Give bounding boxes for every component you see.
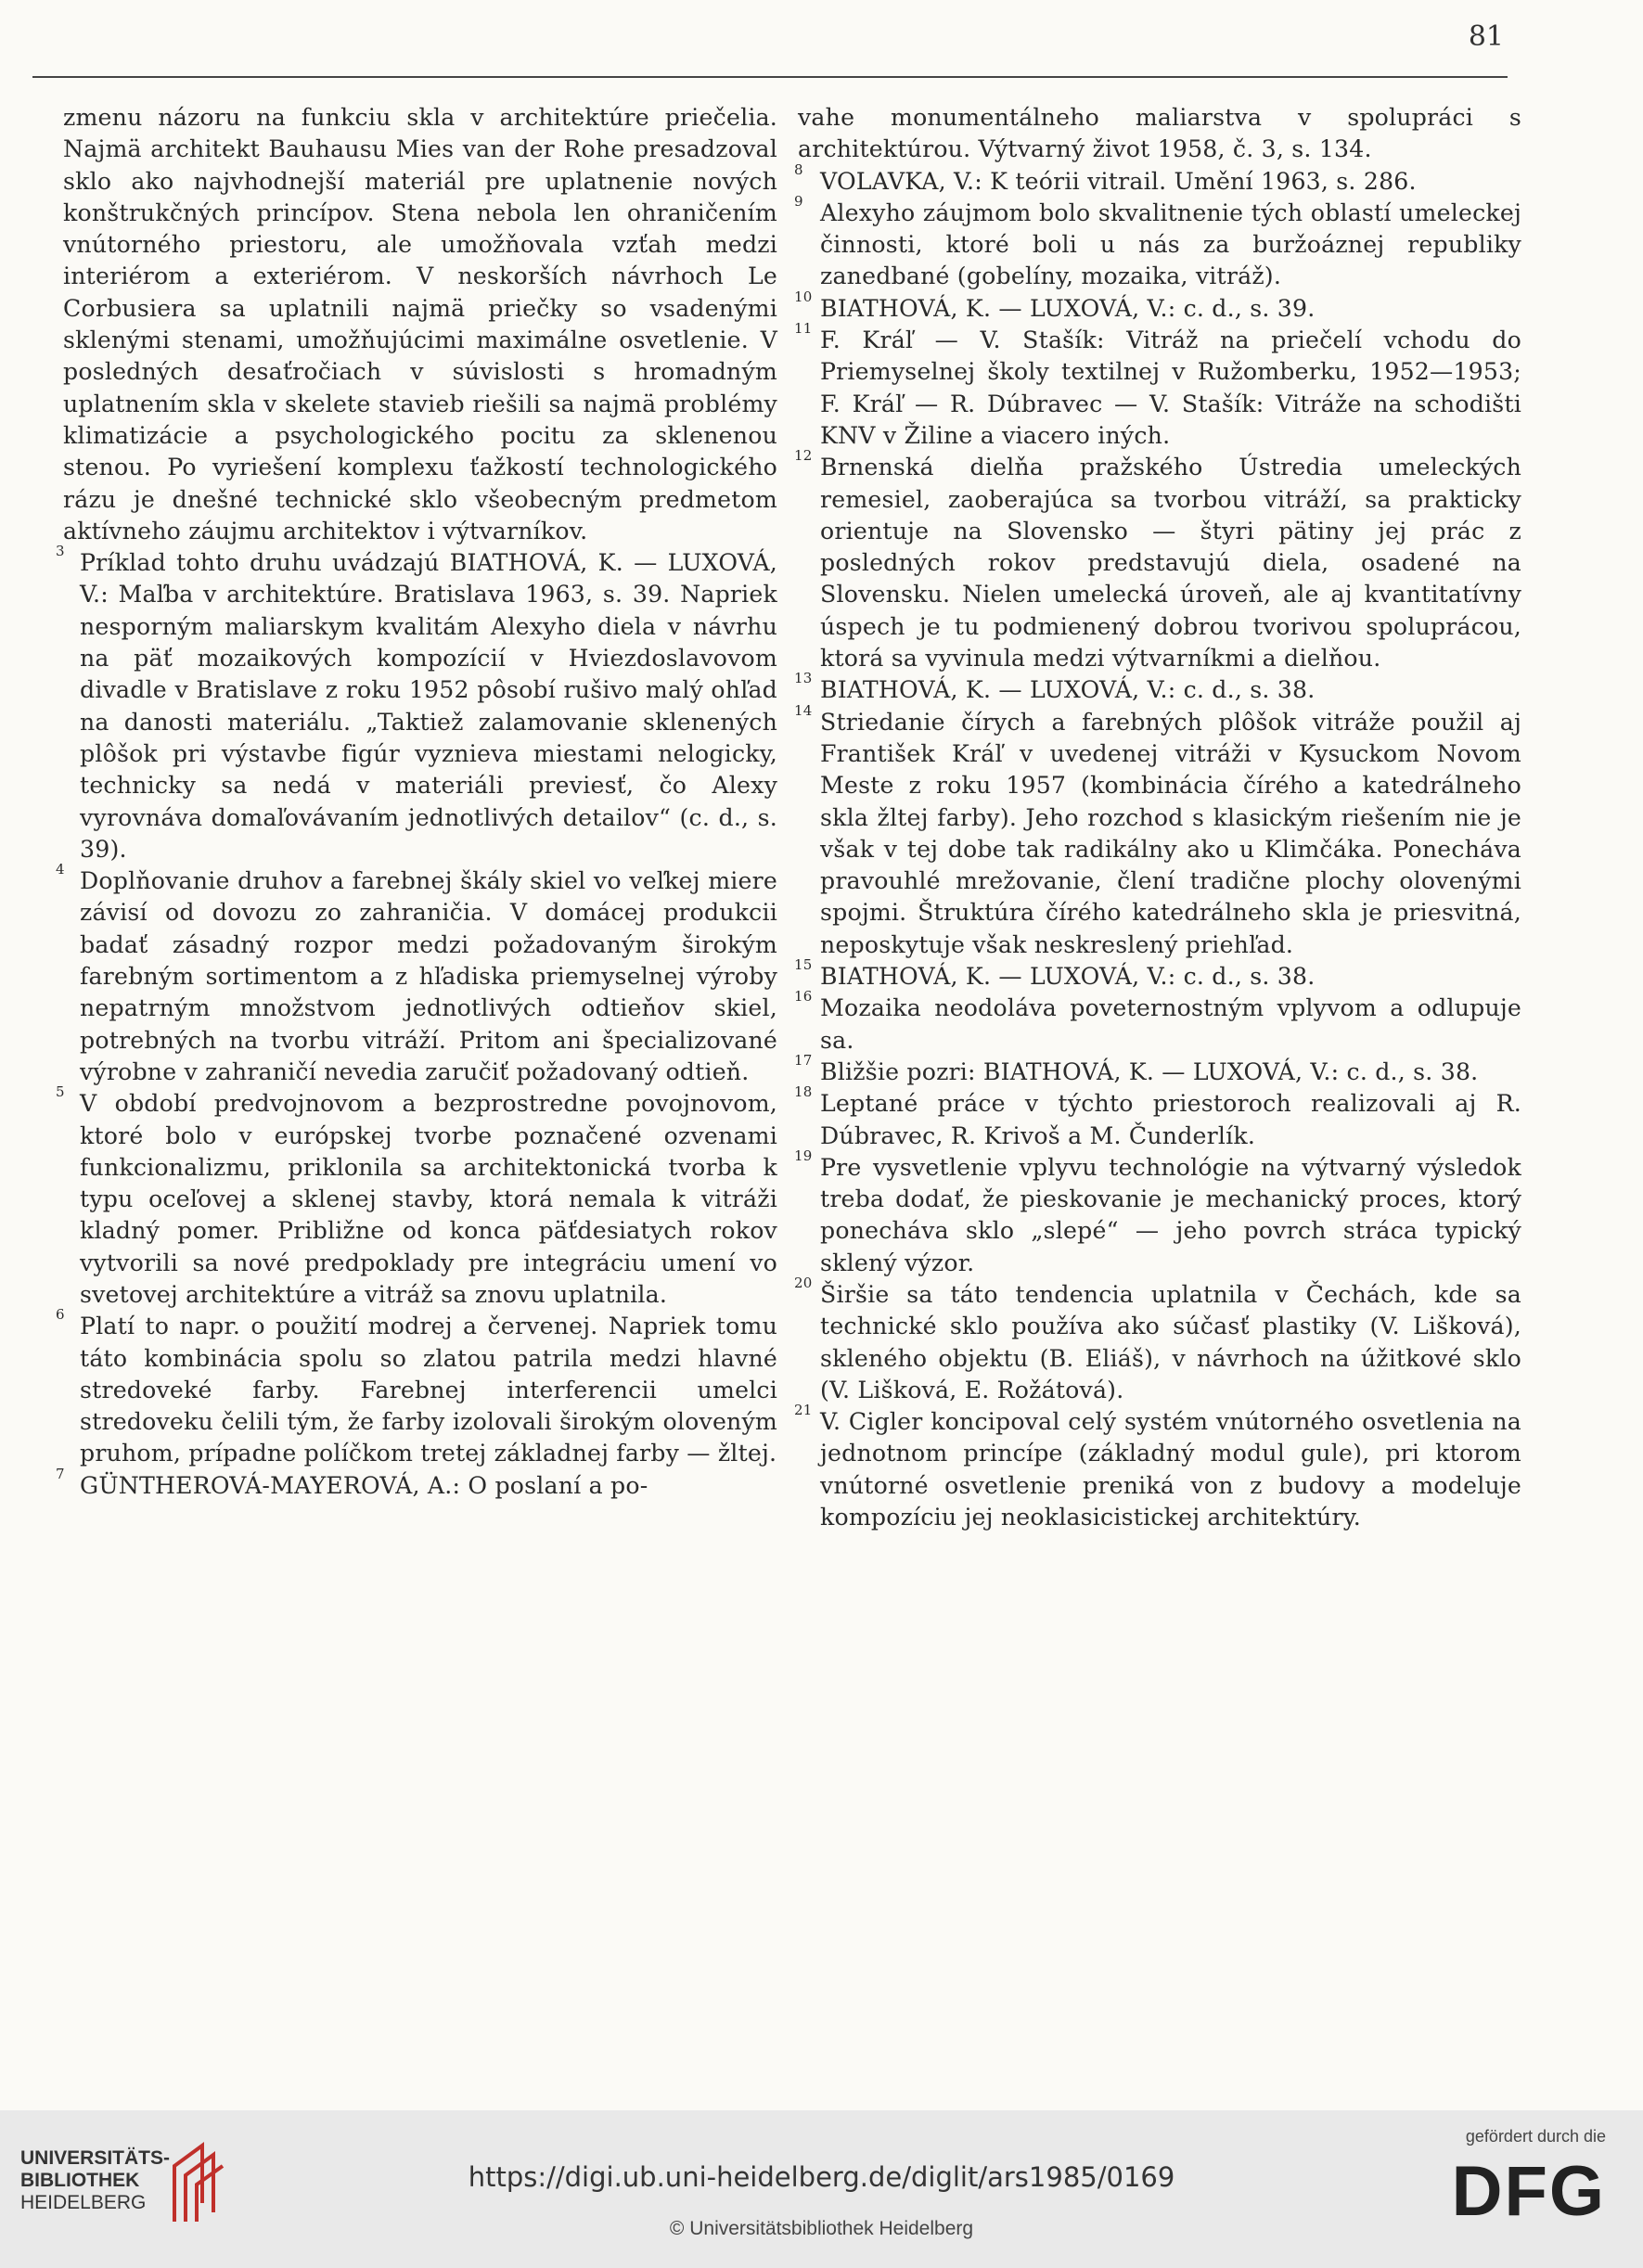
footnote-text: Širšie sa táto tendencia uplatnila v Čechách, kde sa technické sklo používa ako súčasť plastiky (V. Lišková), skleného objektu (B. Eliáš), v návrhoch na úžitkové sklo (V. Lišková, E. Rožátová). xyxy=(820,1280,1521,1403)
copyright-notice: © Universitätsbibliothek Heidelberg xyxy=(669,2218,974,2239)
right-footnotes xyxy=(794,160,1521,1534)
footnote xyxy=(56,1465,777,1502)
footnote-number: 7 xyxy=(56,1465,65,1482)
footnote-text: BIATHOVÁ, K. — LUXOVÁ, V.: c. d., s. 38. xyxy=(820,963,1316,991)
footnote-number: 19 xyxy=(794,1147,813,1164)
footnote-text: Doplňovanie druhov a farebnej škály skiel vo veľkej miere závisí od dovozu zo zahraničia. V domácej produkcii badať zásadný rozpor medzi požadovaným širokým farebným sortimentom a z hľadiska priemyselnej výroby nepatrným množstvom jednotlivých odtieňov skiel, potrebných na tvorbu vitráží. Pritom ani špecializované výrobne v zahraničí nevedia zaručiť požadovaný odtieň. xyxy=(80,867,777,1085)
logo-line-3: HEIDELBERG xyxy=(20,2192,147,2213)
footnote-text: V období predvojnovom a bezprostredne povojnovom, ktoré bolo v európskej tvorbe poznačené ozvenami funkcionalizmu, priklonila sa architektonická tvorba k typu oceľovej a sklenej stavby, ktorá nemala k vitráži kladný pomer. Približne od konca päťdesiatych rokov vytvorili sa nové predpoklady pre integráciu umení vo svetovej architektúre a vitráž sa znovu uplatnila. xyxy=(80,1090,777,1308)
logo-line-2: BIBLIOTHEK xyxy=(20,2170,140,2191)
footnote xyxy=(794,288,1521,325)
footnote xyxy=(56,1083,777,1311)
footnote-number: 18 xyxy=(794,1083,813,1101)
footnote xyxy=(794,1051,1521,1088)
footnote-text: Mozaika neodoláva poveternostným vplyvom a odlupuje sa. xyxy=(820,994,1521,1054)
footnote-number: 9 xyxy=(794,192,803,210)
footnote xyxy=(794,670,1521,706)
footer-bar xyxy=(0,2110,1643,2268)
footnote-text: Leptané práce v týchto priestoroch realizovali aj R. Dúbravec, R. Krivoš a M. Čunderlík. xyxy=(820,1090,1521,1149)
footnote xyxy=(56,861,777,1088)
header-rule xyxy=(32,76,1508,78)
footnote xyxy=(794,192,1521,293)
footnote-number: 20 xyxy=(794,1274,813,1291)
footnote-number: 13 xyxy=(794,670,813,687)
footnote-text: Brnenská dielňa pražského Ústredia umeleckých remesiel, zaoberajúca sa tvorbou vitráží, sa prakticky orientuje na Slovensko — štyri pätiny jej prác z posledných rokov predstavujú diela, osadené na Slovensku. Nielen umelecká úroveň, ale aj kvantitatívny úspech je tu podmienený dobrou tvorivou spoluprácou, ktorá sa vyvinula medzi výtvarníkmi a dielňou. xyxy=(820,454,1521,673)
footnote-text: VOLAVKA, V.: K teórii vitrail. Umění 1963, s. 286. xyxy=(820,167,1417,195)
footnote-number: 14 xyxy=(794,701,813,719)
footnote-number: 17 xyxy=(794,1051,813,1069)
footnote-text: Striedanie čírych a farebných plôšok vitráže použil aj František Kráľ v uvedenej vitráži v Kysuckom Novom Meste z roku 1957 (kombinácia čírého a katedrálneho skla žltej farby). Jeho rozchod s klasickým riešením nie je však v tej dobe tak radikálny ako u Klimčáka. Ponecháva pravouhlé mrežovanie, člení tradične plochy olovenými spojmi. Štruktúra čírého katedrálneho skla je priesvitná, neposkytuje však neskreslený priehľad. xyxy=(820,708,1521,958)
footnote-text: Alexyho záujmom bolo skvalitnenie tých oblastí umeleckej činnosti, ktoré boli u nás za buržoáznej republiky zanedbané (gobelíny, mozaika, vitráž). xyxy=(820,199,1521,290)
page-url-link[interactable]: https://digi.ub.uni-heidelberg.de/diglit/ars1985/0169 xyxy=(468,2161,1175,2193)
dfg-funding-label: gefördert durch die xyxy=(1465,2127,1606,2146)
footnote-text: V. Cigler koncipoval celý systém vnútorného osvetlenia na jednotnom princípe (základný modul gule), pri ktorom vnútorné osvetlenie preniká von z budovy a modeluje kompozíciu jej neoklasicistickej architektúry. xyxy=(820,1408,1521,1531)
footnote xyxy=(794,1274,1521,1406)
footnote-text: F. Kráľ — V. Stašík: Vitráž na priečelí vchodu do Priemyselnej školy textilnej v Ružomberku, 1952—1953; F. Kráľ — R. Dúbravec — V. Stašík: Vitráže na schodišti KNV v Žiline a viacero iných. xyxy=(820,327,1521,449)
footnote xyxy=(794,1083,1521,1152)
logo-line-1: UNIVERSITÄTS- xyxy=(20,2147,171,2169)
footnote-number: 11 xyxy=(794,320,813,338)
page-number: 81 xyxy=(1468,20,1504,53)
footnote-number: 5 xyxy=(56,1083,65,1101)
footnote xyxy=(794,1402,1521,1533)
footnote xyxy=(794,988,1521,1057)
footnote xyxy=(794,447,1521,674)
footnote-text: Príklad tohto druhu uvádzajú BIATHOVÁ, K. — LUXOVÁ, V.: Maľba v architektúre. Bratislava 1963, s. 39. Napriek nesporným maliarskym kvalitám Alexyho diela v návrhu na päť mozaikových kompozícií v Hviezdoslavovom divadle v Bratislave z roku 1952 pôsobí rušivo malý ohľad na danosti materiálu. „Taktiež zalamovanie sklenených plôšok pri výstavbe figúr vyznieva miestami nelogicky, technicky sa nedá v materiáli previesť, čo Alexy vyrovnáva domaľovávaním jednotlivých detailov“ (c. d., s. 39). xyxy=(80,549,777,863)
footnote-text: Bližšie pozri: BIATHOVÁ, K. — LUXOVÁ, V.: c. d., s. 38. xyxy=(820,1057,1479,1085)
footnote xyxy=(794,160,1521,198)
right-column xyxy=(794,102,1521,1533)
footnote-text: Platí to napr. o použití modrej a červenej. Napriek tomu táto kombinácia spolu so zlatou patrila medzi hlavné stredoveké farby. Farebnej interferencii umelci stredoveku čelili tým, že farby izolovali širokým oloveným pruhom, prípadne políčkom tretej základnej farby — žltej. xyxy=(80,1313,777,1467)
footnote-number: 21 xyxy=(794,1402,813,1419)
footnote-text: Pre vysvetlenie vplyvu technológie na výtvarný výsledok treba dodať, že pieskovanie je mechanický proces, ktorý ponecháva sklo „slepé“ — jeho povrch strácа typický sklený výzor. xyxy=(820,1153,1521,1276)
footnote-number: 6 xyxy=(56,1306,65,1324)
dfg-logo[interactable]: DFG xyxy=(1451,2152,1606,2231)
footnote-number: 3 xyxy=(56,543,65,560)
footnote xyxy=(794,701,1521,961)
footnote-number: 8 xyxy=(794,160,803,178)
footnote-number: 15 xyxy=(794,956,813,974)
footnote xyxy=(794,956,1521,993)
footnote-number: 16 xyxy=(794,988,813,1006)
footnote xyxy=(794,320,1521,452)
intro-paragraph: zmenu názoru na funkciu skla v architektúre priečelia. Najmä architekt Bauhausu Mies van der Rohe presadzoval sklo ako najvhodnejší materiál pre uplatnenie nových konštrukčných princípov. Stena nebola len ohraničením vnútorného priestoru, ale umožňovala vzťah medzi interiérom a exteriérom. V neskorších návrhoch Le Corbusiera sa uplatnili najmä priečky so vsadenými sklenými stenami, umožňujúcimi maximálne osvetlenie. V posledných desaťročiach v súvislosti s hromadným uplatnením skla v skelete stavieb riešili sa najmä problémy klimatizácie a psychologického pocitu za sklenenou stenou. Po vyriešení komplexu ťažkostí technologického rázu je dnešné technické sklo všeobecným predmetom aktívneho záujmu architektov i výtvarníkov. xyxy=(63,104,777,545)
footnote-number: 12 xyxy=(794,447,813,465)
footnote-number: 10 xyxy=(794,288,813,305)
footnote-number: 4 xyxy=(56,861,65,878)
left-column xyxy=(56,102,777,1502)
footnote xyxy=(56,543,777,865)
continuation-paragraph: vahe monumentálneho maliarstva v spolupráci s architektúrou. Výtvarný život 1958, č. 3, s. 134. xyxy=(798,104,1521,163)
footnote xyxy=(794,1147,1521,1279)
footnote-text: GÜNTHEROVÁ-MAYEROVÁ, A.: O poslaní a po- xyxy=(80,1471,648,1499)
left-footnotes xyxy=(56,543,777,1502)
footnote-text: BIATHOVÁ, K. — LUXOVÁ, V.: c. d., s. 39. xyxy=(820,294,1316,322)
footnote-text: BIATHOVÁ, K. — LUXOVÁ, V.: c. d., s. 38. xyxy=(820,676,1316,704)
footnote xyxy=(56,1306,777,1469)
